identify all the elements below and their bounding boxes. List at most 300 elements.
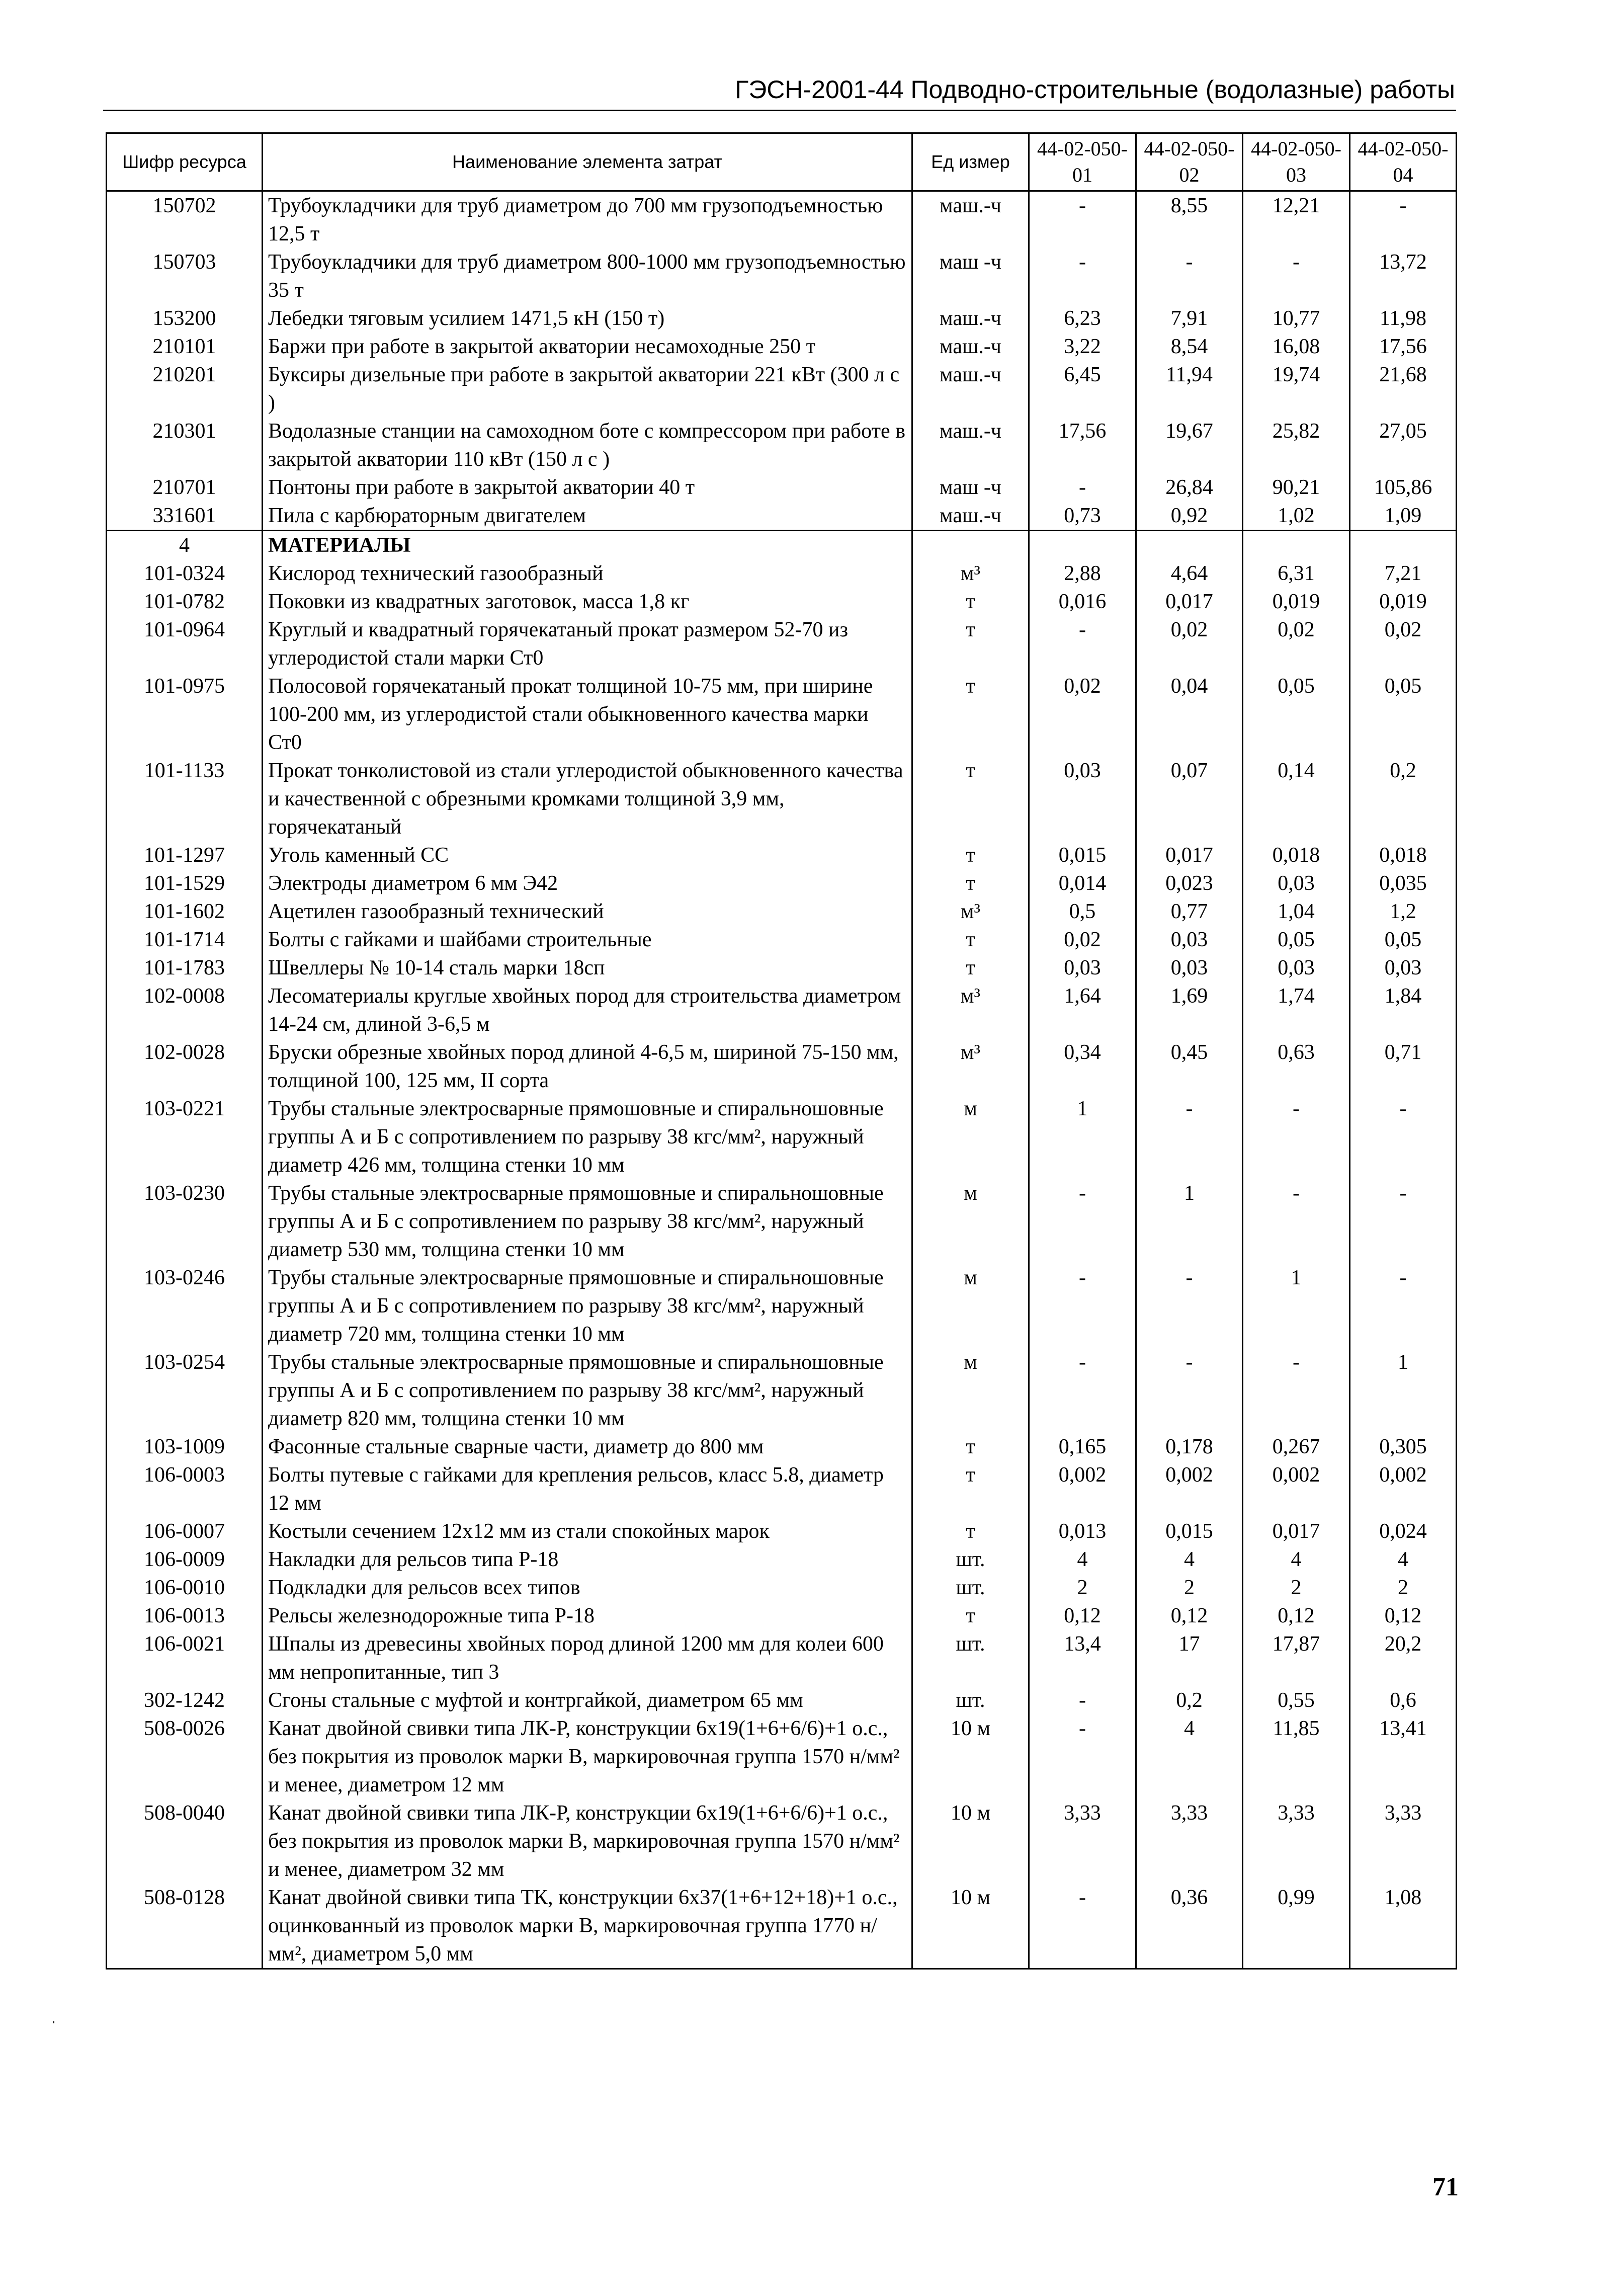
norm-value-cell: 1,84 bbox=[1350, 982, 1457, 1038]
resource-name-cell: Трубы стальные электросварные прямошовные и спиральношовные группы А и Б с сопротивлением по разрыву 38 кгс/мм², наружный диаметр 530 мм, толщина стенки 10 мм bbox=[263, 1179, 912, 1264]
norm-value-cell: 6,31 bbox=[1243, 559, 1350, 588]
table-row bbox=[107, 869, 1457, 897]
norm-value-cell: - bbox=[1029, 473, 1136, 502]
unit-cell: т bbox=[912, 1433, 1029, 1461]
unit-cell: 10 м bbox=[912, 1799, 1029, 1883]
norm-value-cell: 0,02 bbox=[1350, 616, 1457, 672]
norm-value-cell: 0,6 bbox=[1350, 1686, 1457, 1714]
resource-name-cell: Фасонные стальные сварные части, диаметр до 800 мм bbox=[263, 1433, 912, 1461]
norm-value-cell: - bbox=[1350, 1179, 1457, 1264]
norm-value-cell: 0,002 bbox=[1029, 1461, 1136, 1517]
norm-value-cell bbox=[1243, 531, 1350, 560]
resource-name-cell: Шпалы из древесины хвойных пород длиной 1200 мм для колеи 600 мм непропитанные, тип 3 bbox=[263, 1630, 912, 1686]
unit-cell: маш.-ч bbox=[912, 502, 1029, 531]
column-header-name: Наименование элемента затрат bbox=[263, 133, 912, 191]
table-row bbox=[107, 1545, 1457, 1574]
norm-value-cell: 11,85 bbox=[1243, 1714, 1350, 1799]
norm-value-cell: 0,99 bbox=[1243, 1883, 1350, 1969]
resource-code-cell: 103-0246 bbox=[107, 1264, 263, 1348]
unit-cell: маш.-ч bbox=[912, 191, 1029, 249]
norm-value-cell: - bbox=[1029, 1714, 1136, 1799]
norm-value-cell: - bbox=[1136, 1095, 1243, 1179]
norm-value-cell: 0,77 bbox=[1136, 897, 1243, 926]
unit-cell: т bbox=[912, 1602, 1029, 1630]
norm-value-cell: 19,67 bbox=[1136, 417, 1243, 473]
resource-code-cell: 106-0009 bbox=[107, 1545, 263, 1574]
norm-value-cell: 1 bbox=[1136, 1179, 1243, 1264]
norm-value-cell: 0,017 bbox=[1243, 1517, 1350, 1545]
resource-code-cell: 210101 bbox=[107, 333, 263, 361]
resource-code-cell: 331601 bbox=[107, 502, 263, 531]
norm-value-cell: 0,013 bbox=[1029, 1517, 1136, 1545]
resource-name-cell: Подкладки для рельсов всех типов bbox=[263, 1574, 912, 1602]
norm-value-cell: 0,63 bbox=[1243, 1038, 1350, 1095]
norm-value-cell: 0,016 bbox=[1029, 588, 1136, 616]
table-row bbox=[107, 473, 1457, 502]
norm-value-cell: 2 bbox=[1350, 1574, 1457, 1602]
unit-cell: т bbox=[912, 954, 1029, 982]
unit-cell: т bbox=[912, 926, 1029, 954]
resource-name-cell: Пила с карбюраторным двигателем bbox=[263, 502, 912, 531]
resource-code-cell: 101-1529 bbox=[107, 869, 263, 897]
resource-name-cell: Понтоны при работе в закрытой акватории 40 т bbox=[263, 473, 912, 502]
norm-value-cell: 0,014 bbox=[1029, 869, 1136, 897]
norm-value-cell: - bbox=[1136, 248, 1243, 304]
resource-code-cell: 106-0013 bbox=[107, 1602, 263, 1630]
norm-value-cell: 21,68 bbox=[1350, 361, 1457, 417]
norm-value-cell: 17,56 bbox=[1350, 333, 1457, 361]
norm-value-cell: 0,02 bbox=[1136, 616, 1243, 672]
table-section-row bbox=[107, 531, 1457, 560]
norm-value-cell: - bbox=[1243, 1095, 1350, 1179]
norm-value-cell: 1,02 bbox=[1243, 502, 1350, 531]
norm-value-cell: 3,33 bbox=[1350, 1799, 1457, 1883]
norm-value-cell: - bbox=[1350, 1095, 1457, 1179]
norm-value-cell: 11,94 bbox=[1136, 361, 1243, 417]
norm-value-cell: 19,74 bbox=[1243, 361, 1350, 417]
norm-value-cell: 0,71 bbox=[1350, 1038, 1457, 1095]
resource-code-cell: 153200 bbox=[107, 304, 263, 333]
resource-name-cell: Сгоны стальные с муфтой и контргайкой, диаметром 65 мм bbox=[263, 1686, 912, 1714]
norm-value-cell: 0,05 bbox=[1243, 672, 1350, 757]
norm-value-cell: 4 bbox=[1136, 1545, 1243, 1574]
table-row bbox=[107, 982, 1457, 1038]
norm-value-cell: 0,02 bbox=[1029, 672, 1136, 757]
norm-value-cell: 0,165 bbox=[1029, 1433, 1136, 1461]
table-row bbox=[107, 672, 1457, 757]
unit-cell: шт. bbox=[912, 1574, 1029, 1602]
table-body bbox=[107, 191, 1457, 1969]
norm-value-cell: 4 bbox=[1243, 1545, 1350, 1574]
unit-cell: маш -ч bbox=[912, 248, 1029, 304]
table-row bbox=[107, 588, 1457, 616]
norm-value-cell: 0,024 bbox=[1350, 1517, 1457, 1545]
table-row bbox=[107, 361, 1457, 417]
resource-code-cell: 101-0964 bbox=[107, 616, 263, 672]
table-row bbox=[107, 1630, 1457, 1686]
norm-value-cell: 0,305 bbox=[1350, 1433, 1457, 1461]
norm-value-cell: 0,03 bbox=[1029, 954, 1136, 982]
resource-code-cell: 101-1783 bbox=[107, 954, 263, 982]
unit-cell: м³ bbox=[912, 1038, 1029, 1095]
resource-code-cell: 101-0782 bbox=[107, 588, 263, 616]
norm-value-cell: 7,21 bbox=[1350, 559, 1457, 588]
norm-value-cell: 0,03 bbox=[1136, 926, 1243, 954]
column-header-norm-2: 44-02-050-02 bbox=[1136, 133, 1243, 191]
norm-value-cell: 0,002 bbox=[1136, 1461, 1243, 1517]
unit-cell: т bbox=[912, 757, 1029, 841]
norm-value-cell: 6,45 bbox=[1029, 361, 1136, 417]
norm-value-cell: 4 bbox=[1350, 1545, 1457, 1574]
unit-cell: т bbox=[912, 672, 1029, 757]
resource-name-cell: Накладки для рельсов типа Р-18 bbox=[263, 1545, 912, 1574]
norm-value-cell: 12,21 bbox=[1243, 191, 1350, 249]
norm-value-cell: 6,23 bbox=[1029, 304, 1136, 333]
norm-value-cell: 0,04 bbox=[1136, 672, 1243, 757]
table-row bbox=[107, 1264, 1457, 1348]
unit-cell: м³ bbox=[912, 982, 1029, 1038]
norm-value-cell: 0,45 bbox=[1136, 1038, 1243, 1095]
norm-value-cell: 16,08 bbox=[1243, 333, 1350, 361]
norm-value-cell: 0,12 bbox=[1136, 1602, 1243, 1630]
unit-cell: т bbox=[912, 1517, 1029, 1545]
norm-value-cell: 4 bbox=[1136, 1714, 1243, 1799]
norm-value-cell: 0,017 bbox=[1136, 588, 1243, 616]
resource-name-cell: Баржи при работе в закрытой акватории несамоходные 250 т bbox=[263, 333, 912, 361]
table-row bbox=[107, 897, 1457, 926]
resource-name-cell: Водолазные станции на самоходном боте с компрессором при работе в закрытой акватории 110 кВт (150 л с ) bbox=[263, 417, 912, 473]
norm-value-cell: 2 bbox=[1136, 1574, 1243, 1602]
norm-value-cell: 0,14 bbox=[1243, 757, 1350, 841]
column-header-norm-3: 44-02-050-03 bbox=[1243, 133, 1350, 191]
norm-value-cell: 1 bbox=[1029, 1095, 1136, 1179]
column-header-code: Шифр ресурса bbox=[107, 133, 263, 191]
resource-code-cell: 103-0221 bbox=[107, 1095, 263, 1179]
resource-name-cell: Кислород технический газообразный bbox=[263, 559, 912, 588]
norm-value-cell: - bbox=[1029, 1348, 1136, 1433]
norm-value-cell: 0,73 bbox=[1029, 502, 1136, 531]
resource-name-cell: Швеллеры № 10-14 сталь марки 18сп bbox=[263, 954, 912, 982]
resource-code-cell: 210301 bbox=[107, 417, 263, 473]
norm-value-cell: 0,36 bbox=[1136, 1883, 1243, 1969]
norm-value-cell: - bbox=[1029, 1179, 1136, 1264]
norm-value-cell: - bbox=[1029, 1686, 1136, 1714]
resource-code-cell: 101-1714 bbox=[107, 926, 263, 954]
norm-value-cell: 3,33 bbox=[1243, 1799, 1350, 1883]
unit-cell: маш.-ч bbox=[912, 333, 1029, 361]
norm-value-cell: 26,84 bbox=[1136, 473, 1243, 502]
resource-name-cell: Трубы стальные электросварные прямошовные и спиральношовные группы А и Б с сопротивлением по разрыву 38 кгс/мм², наружный диаметр 426 мм, толщина стенки 10 мм bbox=[263, 1095, 912, 1179]
norm-value-cell: 0,2 bbox=[1136, 1686, 1243, 1714]
resource-name-cell: Трубы стальные электросварные прямошовные и спиральношовные группы А и Б с сопротивлением по разрыву 38 кгс/мм², наружный диаметр 720 мм, толщина стенки 10 мм bbox=[263, 1264, 912, 1348]
resource-code-cell: 210201 bbox=[107, 361, 263, 417]
table-row bbox=[107, 757, 1457, 841]
norm-value-cell: 0,05 bbox=[1243, 926, 1350, 954]
resource-name-cell: Трубоукладчики для труб диаметром 800-1000 мм грузоподъемностью 35 т bbox=[263, 248, 912, 304]
unit-cell: маш.-ч bbox=[912, 304, 1029, 333]
norm-value-cell: 0,03 bbox=[1243, 954, 1350, 982]
norm-value-cell: 2 bbox=[1029, 1574, 1136, 1602]
norm-value-cell: 4,64 bbox=[1136, 559, 1243, 588]
norm-value-cell: 0,05 bbox=[1350, 926, 1457, 954]
norm-value-cell: 17 bbox=[1136, 1630, 1243, 1686]
table-row bbox=[107, 1686, 1457, 1714]
norm-value-cell: 13,41 bbox=[1350, 1714, 1457, 1799]
norm-value-cell: 0,12 bbox=[1029, 1602, 1136, 1630]
table-row bbox=[107, 1714, 1457, 1799]
norm-value-cell: 0,03 bbox=[1350, 954, 1457, 982]
norm-value-cell: 0,05 bbox=[1350, 672, 1457, 757]
table-header-row bbox=[107, 133, 1457, 191]
norm-value-cell: 2,88 bbox=[1029, 559, 1136, 588]
resource-code-cell: 302-1242 bbox=[107, 1686, 263, 1714]
table-row bbox=[107, 1574, 1457, 1602]
resource-name-cell: Лесоматериалы круглые хвойных пород для строительства диаметром 14-24 см, длиной 3-6,5 м bbox=[263, 982, 912, 1038]
resource-name-cell: Электроды диаметром 6 мм Э42 bbox=[263, 869, 912, 897]
norm-value-cell: - bbox=[1029, 191, 1136, 249]
norm-value-cell: 0,019 bbox=[1350, 588, 1457, 616]
norm-value-cell: 20,2 bbox=[1350, 1630, 1457, 1686]
resource-code-cell: 150703 bbox=[107, 248, 263, 304]
unit-cell bbox=[912, 531, 1029, 560]
resource-code-cell: 102-0008 bbox=[107, 982, 263, 1038]
resource-code-cell: 101-0975 bbox=[107, 672, 263, 757]
unit-cell: шт. bbox=[912, 1545, 1029, 1574]
norm-value-cell: 4 bbox=[1029, 1545, 1136, 1574]
norm-value-cell: 0,07 bbox=[1136, 757, 1243, 841]
unit-cell: м bbox=[912, 1179, 1029, 1264]
unit-cell: м³ bbox=[912, 559, 1029, 588]
norm-value-cell: 1,64 bbox=[1029, 982, 1136, 1038]
norm-value-cell: 0,035 bbox=[1350, 869, 1457, 897]
resource-code-cell: 106-0007 bbox=[107, 1517, 263, 1545]
page-number: 71 bbox=[1432, 2173, 1459, 2201]
resource-cost-table bbox=[106, 132, 1457, 1970]
norm-value-cell: 0,12 bbox=[1350, 1602, 1457, 1630]
table-row bbox=[107, 248, 1457, 304]
resource-code-cell: 508-0026 bbox=[107, 1714, 263, 1799]
norm-value-cell: 13,4 bbox=[1029, 1630, 1136, 1686]
unit-cell: шт. bbox=[912, 1686, 1029, 1714]
norm-value-cell: - bbox=[1029, 1264, 1136, 1348]
norm-value-cell: - bbox=[1350, 1264, 1457, 1348]
norm-value-cell: 0,03 bbox=[1243, 869, 1350, 897]
unit-cell: шт. bbox=[912, 1630, 1029, 1686]
norm-value-cell: 0,023 bbox=[1136, 869, 1243, 897]
resource-name-cell: Болты путевые с гайками для крепления рельсов, класс 5.8, диаметр 12 мм bbox=[263, 1461, 912, 1517]
table-row bbox=[107, 616, 1457, 672]
resource-name-cell: Канат двойной свивки типа ТК, конструкции 6х37(1+6+12+18)+1 о.с., оцинкованный из проволок марки В, маркировочная группа 1770 н/мм², диаметром 5,0 мм bbox=[263, 1883, 912, 1969]
norm-value-cell: 0,267 bbox=[1243, 1433, 1350, 1461]
norm-value-cell: 8,55 bbox=[1136, 191, 1243, 249]
norm-value-cell: 0,2 bbox=[1350, 757, 1457, 841]
norm-value-cell: 105,86 bbox=[1350, 473, 1457, 502]
unit-cell: т bbox=[912, 841, 1029, 869]
norm-value-cell: 0,002 bbox=[1350, 1461, 1457, 1517]
norm-value-cell: 0,03 bbox=[1029, 757, 1136, 841]
running-header: ГЭСН-2001-44 Подводно-строительные (водолазные) работы bbox=[735, 75, 1455, 104]
norm-value-cell: 1,09 bbox=[1350, 502, 1457, 531]
resource-name-cell: Рельсы железнодорожные типа Р-18 bbox=[263, 1602, 912, 1630]
resource-name-cell: Лебедки тяговым усилием 1471,5 кН (150 т) bbox=[263, 304, 912, 333]
resource-code-cell: 102-0028 bbox=[107, 1038, 263, 1095]
norm-value-cell bbox=[1029, 531, 1136, 560]
norm-value-cell: 0,002 bbox=[1243, 1461, 1350, 1517]
resource-name-cell: Канат двойной свивки типа ЛК-Р, конструкции 6х19(1+6+6/6)+1 о.с., без покрытия из проволок марки В, маркировочная группа 1570 н/мм² и менее, диаметром 32 мм bbox=[263, 1799, 912, 1883]
resource-code-cell: 508-0040 bbox=[107, 1799, 263, 1883]
norm-value-cell: - bbox=[1350, 191, 1457, 249]
table-row bbox=[107, 1348, 1457, 1433]
resource-code-cell: 106-0021 bbox=[107, 1630, 263, 1686]
norm-value-cell: 17,87 bbox=[1243, 1630, 1350, 1686]
norm-value-cell: 1,74 bbox=[1243, 982, 1350, 1038]
table-row bbox=[107, 1179, 1457, 1264]
norm-value-cell: 27,05 bbox=[1350, 417, 1457, 473]
table-row bbox=[107, 1517, 1457, 1545]
norm-value-cell: 11,98 bbox=[1350, 304, 1457, 333]
norm-value-cell: 1,08 bbox=[1350, 1883, 1457, 1969]
norm-value-cell: 0,178 bbox=[1136, 1433, 1243, 1461]
norm-value-cell: - bbox=[1243, 1348, 1350, 1433]
table-row bbox=[107, 1799, 1457, 1883]
table-row bbox=[107, 1095, 1457, 1179]
resource-code-cell: 103-1009 bbox=[107, 1433, 263, 1461]
resource-name-cell: Бруски обрезные хвойных пород длиной 4-6,5 м, шириной 75-150 мм, толщиной 100, 125 мм, II сорта bbox=[263, 1038, 912, 1095]
norm-value-cell: 1,04 bbox=[1243, 897, 1350, 926]
resource-name-cell: Полосовой горячекатаный прокат толщиной 10-75 мм, при ширине 100-200 мм, из углеродистой стали обыкновенного качества марки Ст0 bbox=[263, 672, 912, 757]
norm-value-cell: 0,34 bbox=[1029, 1038, 1136, 1095]
resource-name-cell: Буксиры дизельные при работе в закрытой акватории 221 кВт (300 л с ) bbox=[263, 361, 912, 417]
table-row bbox=[107, 1602, 1457, 1630]
norm-value-cell: 0,015 bbox=[1136, 1517, 1243, 1545]
norm-value-cell: 1 bbox=[1243, 1264, 1350, 1348]
norm-value-cell: 0,92 bbox=[1136, 502, 1243, 531]
table-row bbox=[107, 304, 1457, 333]
resource-name-cell: Уголь каменный СС bbox=[263, 841, 912, 869]
norm-value-cell: - bbox=[1029, 248, 1136, 304]
norm-value-cell: 0,02 bbox=[1243, 616, 1350, 672]
resource-name-cell: Прокат тонколистовой из стали углеродистой обыкновенного качества и качественной с обрезными кромками толщиной 3,9 мм, горячекатаный bbox=[263, 757, 912, 841]
resource-code-cell: 210701 bbox=[107, 473, 263, 502]
resource-code-cell: 101-1133 bbox=[107, 757, 263, 841]
table-row bbox=[107, 841, 1457, 869]
resource-code-cell: 101-0324 bbox=[107, 559, 263, 588]
resource-code-cell: 508-0128 bbox=[107, 1883, 263, 1969]
column-header-unit: Ед измер bbox=[912, 133, 1029, 191]
resource-code-cell: 103-0230 bbox=[107, 1179, 263, 1264]
resource-code-cell: 150702 bbox=[107, 191, 263, 249]
table-row bbox=[107, 191, 1457, 249]
table-row bbox=[107, 1038, 1457, 1095]
unit-cell: т bbox=[912, 869, 1029, 897]
unit-cell: м bbox=[912, 1264, 1029, 1348]
norm-value-cell: 0,015 bbox=[1029, 841, 1136, 869]
norm-value-cell: 17,56 bbox=[1029, 417, 1136, 473]
norm-value-cell: 10,77 bbox=[1243, 304, 1350, 333]
norm-value-cell: 0,03 bbox=[1136, 954, 1243, 982]
norm-value-cell: 0,017 bbox=[1136, 841, 1243, 869]
norm-value-cell: 1 bbox=[1350, 1348, 1457, 1433]
norm-value-cell: 3,33 bbox=[1136, 1799, 1243, 1883]
norm-value-cell: - bbox=[1243, 248, 1350, 304]
scan-margin-mark bbox=[53, 2021, 54, 2023]
table-row bbox=[107, 417, 1457, 473]
norm-value-cell: 0,02 bbox=[1029, 926, 1136, 954]
resource-code-cell: 101-1602 bbox=[107, 897, 263, 926]
table-row bbox=[107, 333, 1457, 361]
unit-cell: т bbox=[912, 616, 1029, 672]
unit-cell: маш.-ч bbox=[912, 361, 1029, 417]
unit-cell: м bbox=[912, 1095, 1029, 1179]
norm-value-cell: 13,72 bbox=[1350, 248, 1457, 304]
norm-value-cell bbox=[1350, 531, 1457, 560]
unit-cell: т bbox=[912, 588, 1029, 616]
unit-cell: м bbox=[912, 1348, 1029, 1433]
norm-value-cell: 8,54 bbox=[1136, 333, 1243, 361]
resource-name-cell: Трубоукладчики для труб диаметром до 700 мм грузоподъемностью 12,5 т bbox=[263, 191, 912, 249]
resource-name-cell: Трубы стальные электросварные прямошовные и спиральношовные группы А и Б с сопротивлением по разрыву 38 кгс/мм², наружный диаметр 820 мм, толщина стенки 10 мм bbox=[263, 1348, 912, 1433]
norm-value-cell: 0,5 bbox=[1029, 897, 1136, 926]
column-header-norm-1: 44-02-050-01 bbox=[1029, 133, 1136, 191]
resource-name-cell: Костыли сечением 12х12 мм из стали спокойных марок bbox=[263, 1517, 912, 1545]
table-row bbox=[107, 1433, 1457, 1461]
resource-code-cell: 106-0010 bbox=[107, 1574, 263, 1602]
norm-value-cell: 7,91 bbox=[1136, 304, 1243, 333]
norm-value-cell: 0,12 bbox=[1243, 1602, 1350, 1630]
norm-value-cell: - bbox=[1029, 616, 1136, 672]
resource-name-cell: Канат двойной свивки типа ЛК-Р, конструкции 6х19(1+6+6/6)+1 о.с., без покрытия из проволок марки В, маркировочная группа 1570 н/мм² и менее, диаметром 12 мм bbox=[263, 1714, 912, 1799]
norm-value-cell: - bbox=[1243, 1179, 1350, 1264]
unit-cell: 10 м bbox=[912, 1883, 1029, 1969]
unit-cell: маш.-ч bbox=[912, 417, 1029, 473]
column-header-norm-4: 44-02-050-04 bbox=[1350, 133, 1457, 191]
header-rule bbox=[103, 110, 1456, 111]
table-row bbox=[107, 926, 1457, 954]
norm-value-cell: 1,69 bbox=[1136, 982, 1243, 1038]
norm-value-cell: 3,22 bbox=[1029, 333, 1136, 361]
unit-cell: т bbox=[912, 1461, 1029, 1517]
table-row bbox=[107, 954, 1457, 982]
norm-value-cell: 25,82 bbox=[1243, 417, 1350, 473]
resource-code-cell: 106-0003 bbox=[107, 1461, 263, 1517]
norm-value-cell: 3,33 bbox=[1029, 1799, 1136, 1883]
resource-code-cell: 103-0254 bbox=[107, 1348, 263, 1433]
resource-name-cell: Болты с гайками и шайбами строительные bbox=[263, 926, 912, 954]
norm-value-cell: 90,21 bbox=[1243, 473, 1350, 502]
unit-cell: 10 м bbox=[912, 1714, 1029, 1799]
resource-code-cell: 4 bbox=[107, 531, 263, 560]
resource-name-cell: Круглый и квадратный горячекатаный прокат размером 52-70 из углеродистой стали марки Ст0 bbox=[263, 616, 912, 672]
unit-cell: м³ bbox=[912, 897, 1029, 926]
table-row bbox=[107, 1883, 1457, 1969]
resource-name-cell: Поковки из квадратных заготовок, масса 1,8 кг bbox=[263, 588, 912, 616]
norm-value-cell: - bbox=[1136, 1264, 1243, 1348]
table-row bbox=[107, 502, 1457, 531]
norm-value-cell: 0,018 bbox=[1350, 841, 1457, 869]
table-row bbox=[107, 1461, 1457, 1517]
resource-name-cell: Ацетилен газообразный технический bbox=[263, 897, 912, 926]
resource-name-cell: МАТЕРИАЛЫ bbox=[263, 531, 912, 560]
norm-value-cell bbox=[1136, 531, 1243, 560]
norm-value-cell: 2 bbox=[1243, 1574, 1350, 1602]
norm-value-cell: - bbox=[1136, 1348, 1243, 1433]
resource-code-cell: 101-1297 bbox=[107, 841, 263, 869]
table-row bbox=[107, 559, 1457, 588]
norm-value-cell: 1,2 bbox=[1350, 897, 1457, 926]
norm-value-cell: 0,55 bbox=[1243, 1686, 1350, 1714]
norm-value-cell: 0,019 bbox=[1243, 588, 1350, 616]
unit-cell: маш -ч bbox=[912, 473, 1029, 502]
